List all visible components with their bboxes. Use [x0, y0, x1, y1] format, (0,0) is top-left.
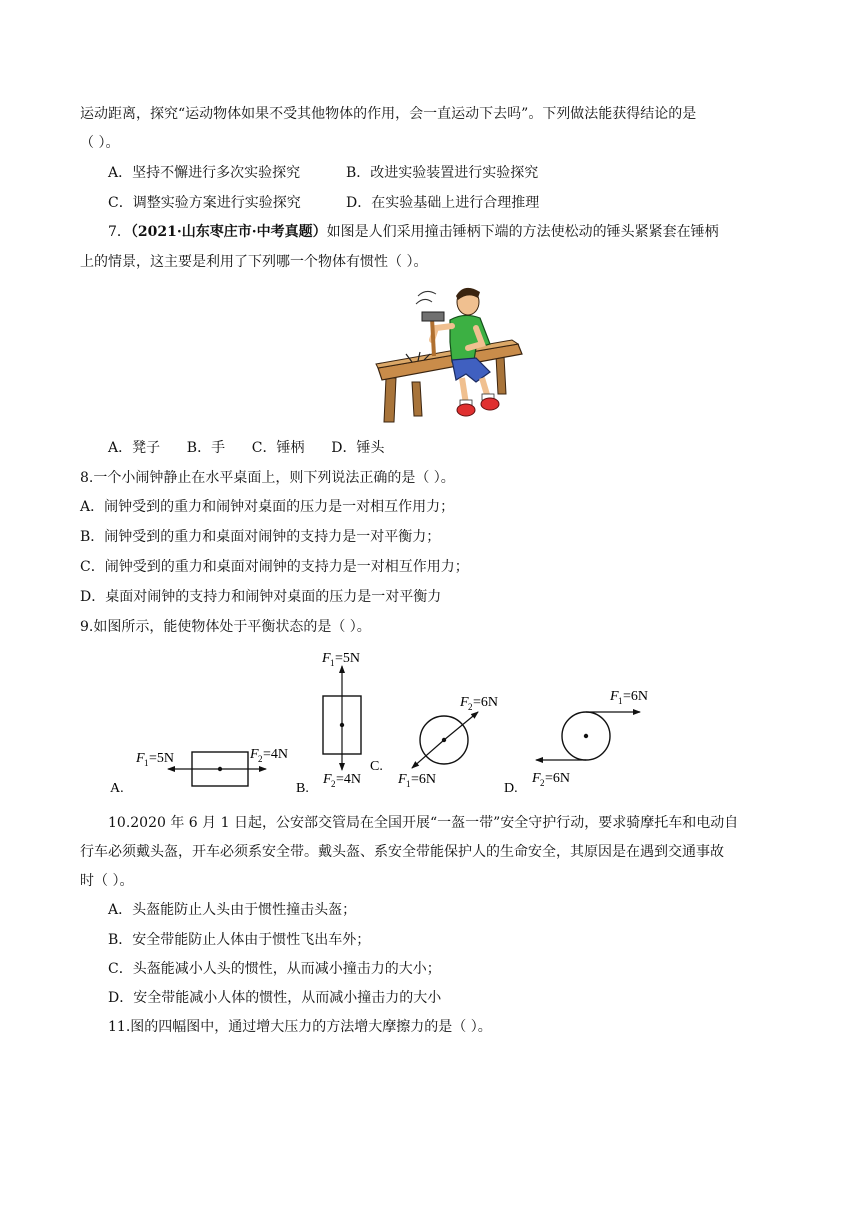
q8-option-a: A．闹钟受到的重力和闹钟对桌面的压力是一对相互作用力； [80, 499, 455, 515]
svg-text:F: F [398, 772, 407, 787]
q8-option-d: D．桌面对闹钟的支持力和闹钟对桌面的压力是一对平衡力 [80, 589, 442, 605]
svg-text:F: F [322, 651, 331, 666]
q7-source: （2021·山东枣庄市·中考真题） [130, 224, 327, 240]
diagram-c-f1: =6N [411, 772, 437, 787]
diagram-d-label: D. [504, 781, 518, 796]
q7-number: 7． [108, 224, 131, 240]
svg-text:F: F [136, 751, 145, 766]
diagram-b-f1: =5N [335, 651, 361, 666]
diagram-c-label: C. [370, 759, 383, 774]
hammer-bench-illustration [372, 282, 528, 424]
diagram-d-f1: =6N [623, 689, 649, 704]
q10-stem-line2: 行车必须戴头盔，开车必须系安全带。戴头盔、系安全带能保护人的生命安全，其原因是在遇到交通事故 [80, 844, 724, 860]
q10-stem-line1: 10.2020 年 6 月 1 日起，公安部交管局在全国开展“一盔一带”安全守护行动，要求骑摩托车和电动自 [108, 815, 739, 831]
q9-stem: 9.如图所示，能使物体处于平衡状态的是（ ）。 [80, 619, 371, 635]
q6-option-b: B．改进实验装置进行实验探究 [346, 165, 539, 181]
diagram-a-f2: =4N [263, 747, 289, 762]
svg-text:2: 2 [540, 778, 545, 788]
svg-text:F: F [460, 695, 469, 710]
diagram-b-f2: =4N [336, 772, 362, 787]
svg-text:1: 1 [618, 696, 623, 706]
q10-stem-line3: 时（ ）。 [80, 873, 134, 889]
q6-option-a: A．坚持不懈进行多次实验探究 [108, 165, 301, 181]
svg-text:1: 1 [330, 658, 335, 668]
svg-text:2: 2 [258, 754, 263, 764]
q10-option-a: A．头盔能防止人头由于惯性撞击头盔； [108, 902, 357, 918]
diagram-b-label: B. [296, 781, 309, 796]
q6-option-d: D．在实验基础上进行合理推理 [346, 195, 540, 211]
svg-text:F: F [610, 689, 619, 704]
q10-option-c: C．头盔能减小人头的惯性，从而减小撞击力的大小； [108, 961, 441, 977]
q8-option-b: B．闹钟受到的重力和桌面对闹钟的支持力是一对平衡力； [80, 529, 441, 545]
q7-stem-line1 [108, 222, 719, 242]
q7-stem-text: 如图是人们采用撞击锤柄下端的方法使松动的锤头紧紧套在锤柄 [326, 224, 719, 240]
svg-text:1: 1 [406, 779, 411, 789]
diagram-d [504, 689, 648, 796]
diagram-a-f1: =5N [149, 751, 175, 766]
diagram-d-f2: =6N [545, 771, 571, 786]
svg-text:2: 2 [468, 702, 473, 712]
q7-stem-line2: 上的情景，这主要是利用了下列哪一个物体有惯性（ ）。 [80, 254, 428, 270]
diagram-c [370, 695, 498, 789]
svg-text:F: F [532, 771, 541, 786]
q6-stem-line1: 运动距离，探究“运动物体如果不受其他物体的作用，会一直运动下去吗”。下列做法能获得结论的是 [80, 106, 697, 122]
diagram-a-label: A. [110, 781, 124, 796]
diagram-c-f2: =6N [473, 695, 499, 710]
q11-stem: 11.图的四幅图中，通过增大压力的方法增大摩擦力的是（ ）。 [108, 1019, 492, 1035]
force-diagrams [80, 640, 680, 800]
svg-text:F: F [323, 772, 332, 787]
diagram-a [110, 747, 288, 796]
q10-option-d: D．安全带能减小人体的惯性，从而减小撞击力的大小 [108, 990, 442, 1006]
svg-text:2: 2 [331, 779, 336, 789]
q10-option-b: B．安全带能防止人体由于惯性飞出车外； [108, 932, 371, 948]
svg-text:1: 1 [144, 758, 149, 768]
svg-text:F: F [250, 747, 259, 762]
q6-option-c: C．调整实验方案进行实验探究 [108, 195, 301, 211]
diagram-b [296, 651, 361, 796]
q7-options: A．凳子 B．手 C．锤柄 D．锤头 [108, 440, 385, 456]
q6-stem-line2: （ ）。 [80, 135, 120, 151]
q8-stem: 8.一个小闹钟静止在水平桌面上，则下列说法正确的是（ ）。 [80, 470, 455, 486]
q8-option-c: C．闹钟受到的重力和桌面对闹钟的支持力是一对相互作用力； [80, 559, 469, 575]
